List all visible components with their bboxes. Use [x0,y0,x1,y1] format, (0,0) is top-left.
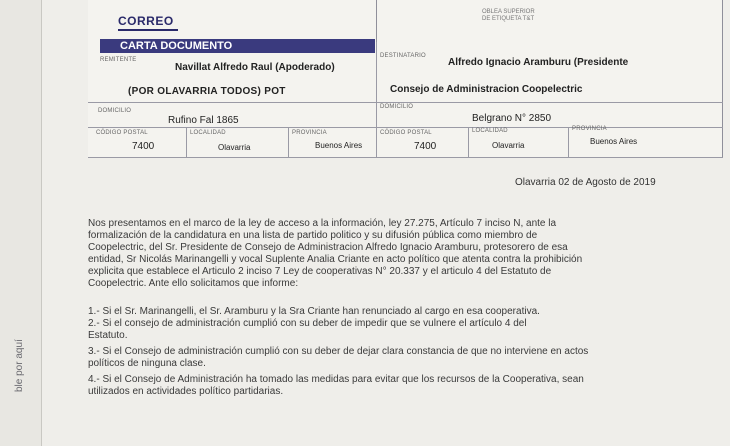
destinatario-domicilio: Belgrano N° 2850 [472,113,552,124]
destinatario-cp-label: CÓDIGO POSTAL [380,130,432,136]
left-margin-strip [0,0,42,446]
correo-logo: CORREO [118,14,174,28]
remitente-localidad-label: LOCALIDAD [190,130,226,136]
list-item: 4.- Si el Consejo de Administración ha tomado las medidas para evitar que los recursos de la Cooperativa, sean [88,374,584,385]
divider-loc-prov-right [568,127,569,158]
destinatario-name: Alfredo Ignacio Aramburu (Presidente [448,57,629,68]
destinatario-domicilio-label: DOMICILIO [380,104,414,110]
remitente-label: REMITENTE [100,57,137,63]
list-item: 2.- Si el consejo de administración cumplió con su deber de impedir que se vulnere el artículo 4 del [88,318,527,329]
remitente-cp: 7400 [132,141,155,152]
stamp-box [376,0,723,42]
list-item: 1.- Si el Sr. Marinangelli, el Sr. Aramburu y la Sra Criante han renunciado al cargo en esa cooperativa. [88,306,540,317]
remitente-provincia-label: PROVINCIA [292,130,327,136]
destinatario-provincia: Buenos Aires [590,137,638,146]
remitente-name: Navillat Alfredo Raul (Apoderado) [175,62,335,73]
paragraph-line: formalización de la candidatura en una lista de partido politico y su difusión pública como miembro de [88,230,538,241]
remitente-org: (POR OLAVARRIA TODOS) POT [128,86,286,97]
logo-underline [118,29,178,31]
remitente-domicilio: Rufino Fal 1865 [168,115,239,126]
paragraph-line: Coopelectric, del Sr. Presidente de Consejo de Administracion Alfredo Ignacio Aramburu, protesorero de esa [88,242,568,253]
divider-row-1 [88,102,723,103]
paragraph-line: Coopelectric. Ante ello solicitamos que informe: [88,278,299,289]
remitente-provincia: Buenos Aires [315,141,363,150]
remitente-domicilio-label: DOMICILIO [98,108,132,114]
destinatario-label: DESTINATARIO [380,53,426,59]
paragraph-line: explicita que establece el Articulo 2 inciso 7 Ley de cooperativas N° 20.337 y el articulo 4 del Estatuto de [88,266,552,277]
side-vertical-text: ble por aquí [14,339,25,392]
list-item-continuation: utilizados en actividades político partidarias. [88,386,284,397]
stamp-text: OBLEA SUPERIOR DE ETIQUETA T&T [482,9,535,22]
destinatario-cp: 7400 [414,141,437,152]
list-item-continuation: Estatuto. [88,330,128,341]
divider-loc-prov-left [288,127,289,158]
remitente-cp-label: CÓDIGO POSTAL [96,130,148,136]
destinatario-localidad-label: LOCALIDAD [472,128,508,134]
form-bottom-line [88,157,723,158]
list-item-continuation: políticos de ninguna clase. [88,358,206,369]
paragraph-line: entidad, Sr Nicolás Marinangelli y vocal Suplente Analia Criante en acto político que atenta contra la prohibición [88,254,583,265]
destinatario-provincia-label: PROVINCIA [572,126,607,132]
divider-center [376,42,377,158]
list-item: 3.- Si el Consejo de administración cumplió con su deber de dejar clara constancia de que no interviene en actos [88,346,589,357]
letter-date: Olavarria 02 de Agosto de 2019 [515,177,656,188]
destinatario-org: Consejo de Administracion Coopelectric [390,84,583,95]
remitente-localidad: Olavarria [218,143,251,152]
divider-cp-loc-left [186,127,187,158]
form-banner: CARTA DOCUMENTO [100,39,375,53]
paragraph-line: Nos presentamos en el marco de la ley de acceso a la información, ley 27.275, Artículo 7 inciso N, ante la [88,218,557,229]
destinatario-localidad: Olavarria [492,141,525,150]
divider-cp-loc-right [468,127,469,158]
divider-row-2 [88,127,723,128]
